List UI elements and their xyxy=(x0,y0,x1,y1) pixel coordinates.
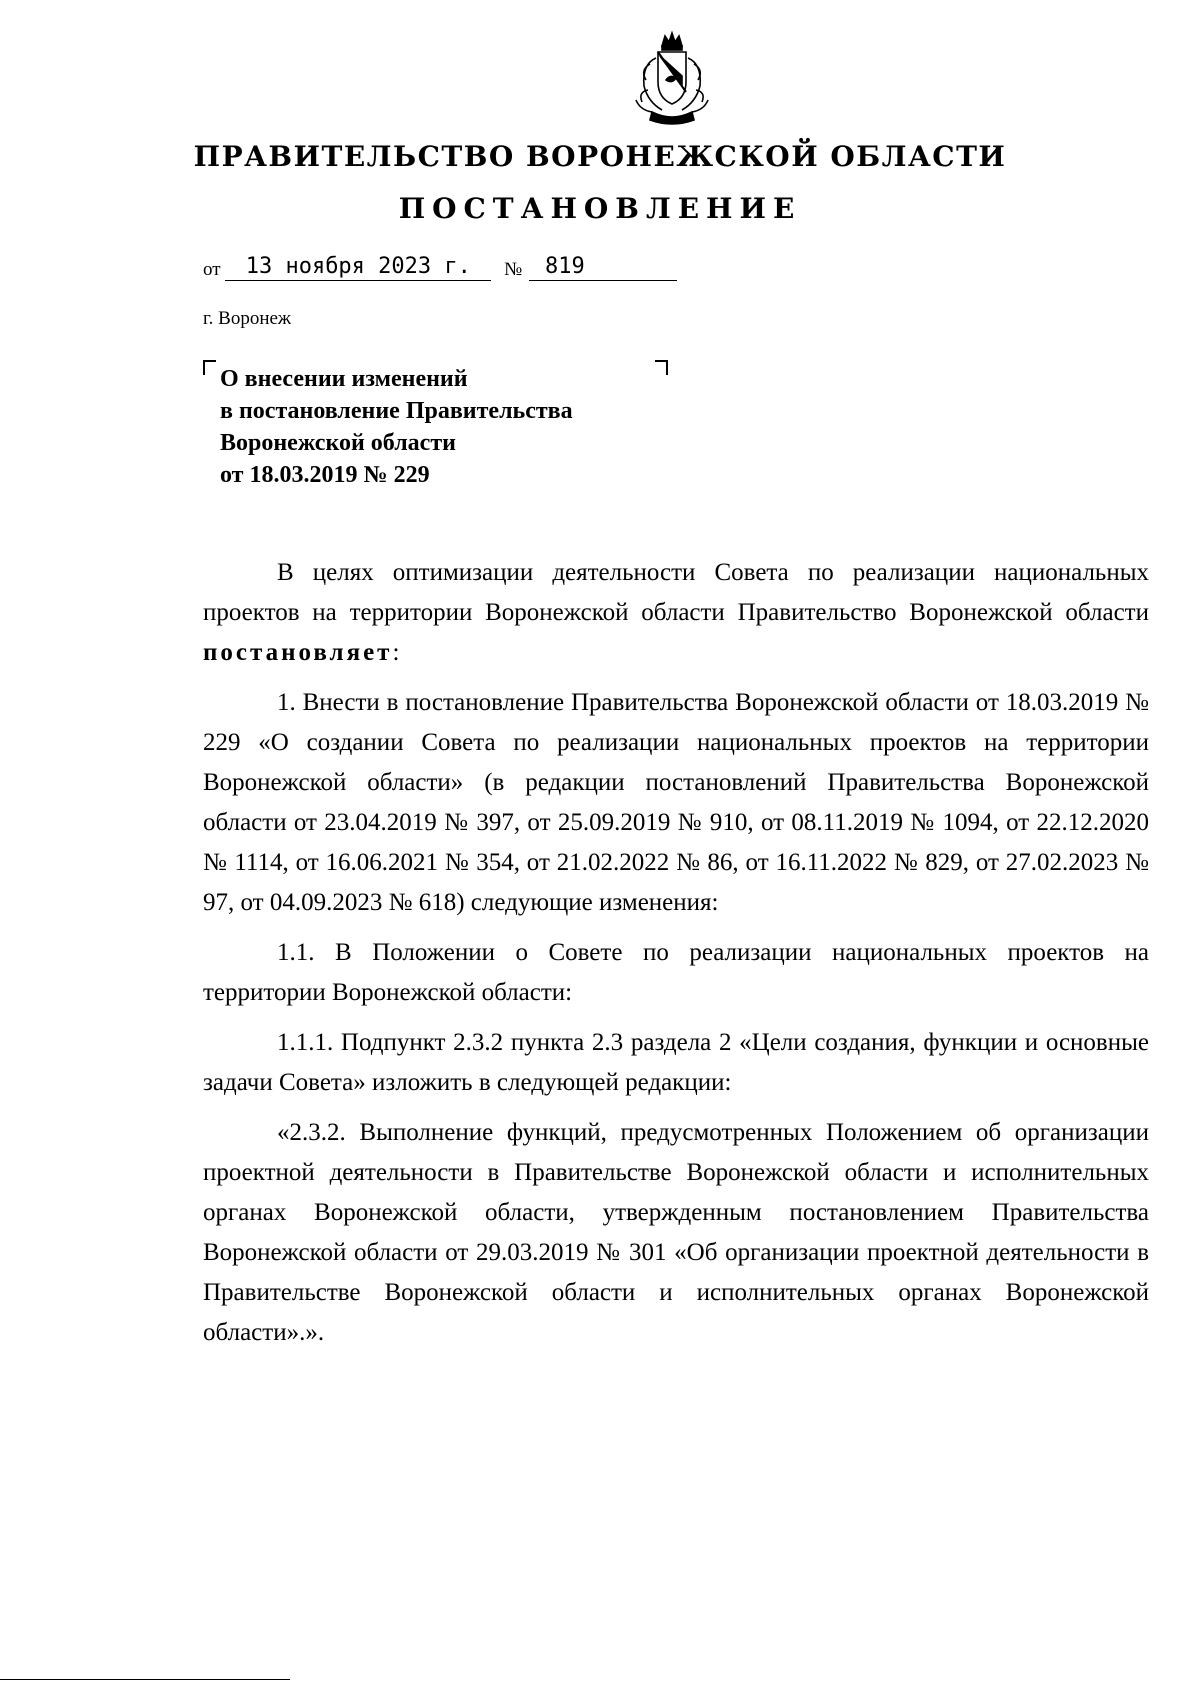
body-paragraph: 1.1. В Положении о Совете по реализации национальных проектов на территории Воронежской области: xyxy=(203,939,1149,1006)
footer-rule xyxy=(0,1679,290,1680)
subject-line: Воронежской области xyxy=(220,430,456,456)
subject-bracket-left xyxy=(203,360,216,375)
date-field: 13 ноября 2023 г. xyxy=(225,255,491,281)
subject-line: О внесении изменений xyxy=(220,366,468,392)
preamble-paragraph xyxy=(203,553,1149,673)
subject-block xyxy=(220,363,690,491)
subject-line: в постановление Правительства xyxy=(220,398,573,424)
number-field: 819 xyxy=(529,255,677,281)
date-number-line xyxy=(203,255,677,281)
document-type-title: ПОСТАНОВЛЕНИЕ xyxy=(398,192,802,225)
document-body xyxy=(203,553,1149,1363)
city-label: г. Воронеж xyxy=(203,308,292,329)
number-label: № xyxy=(504,259,523,280)
body-paragraph: 1.1.1. Подпункт 2.3.2 пункта 2.3 раздела 2 «Цели создания, функции и основные задачи Совета» изложить в следующей редакции: xyxy=(203,1029,1149,1096)
preamble-end: : xyxy=(392,639,400,666)
date-prefix: от xyxy=(203,259,221,280)
body-paragraph: 1. Внести в постановление Правительства Воронежской области от 18.03.2019 № 229 «О создании Совета по реализации национальных проектов на территории Воронежской области» (в редакции постановлений Правительства Воронежской области от 23.04.2019 № 397, от 25.09.2019 № 910, от 08.11.2019 № 1094, от 22.12.2020 № 1114, от 16.06.2021 № 354, от 21.02.2022 № 86, от 16.11.2022 № 829, от 27.02.2023 № 97, от 04.09.2023 № 618) следующие изменения: xyxy=(203,689,1149,916)
subject-line: от 18.03.2019 № 229 xyxy=(220,462,430,488)
preamble-text: В целях оптимизации деятельности Совета по реализации национальных проектов на территории Воронежской области Правительство Воронежской области xyxy=(203,559,1149,626)
coat-of-arms-icon xyxy=(622,30,722,130)
body-paragraph: «2.3.2. Выполнение функций, предусмотренных Положением об организации проектной деятельности в Правительстве Воронежской области и исполнительных органах Воронежской области, утвержденным постановлением Правительства Воронежской области от 29.03.2019 № 301 «Об организации проектной деятельности в Правительстве Воронежской области и исполнительных органах Воронежской области».». xyxy=(203,1119,1149,1346)
preamble-emphasis: постановляет xyxy=(203,639,393,666)
government-name: ПРАВИТЕЛЬСТВО ВОРОНЕЖСКОЙ ОБЛАСТИ xyxy=(193,140,1007,173)
